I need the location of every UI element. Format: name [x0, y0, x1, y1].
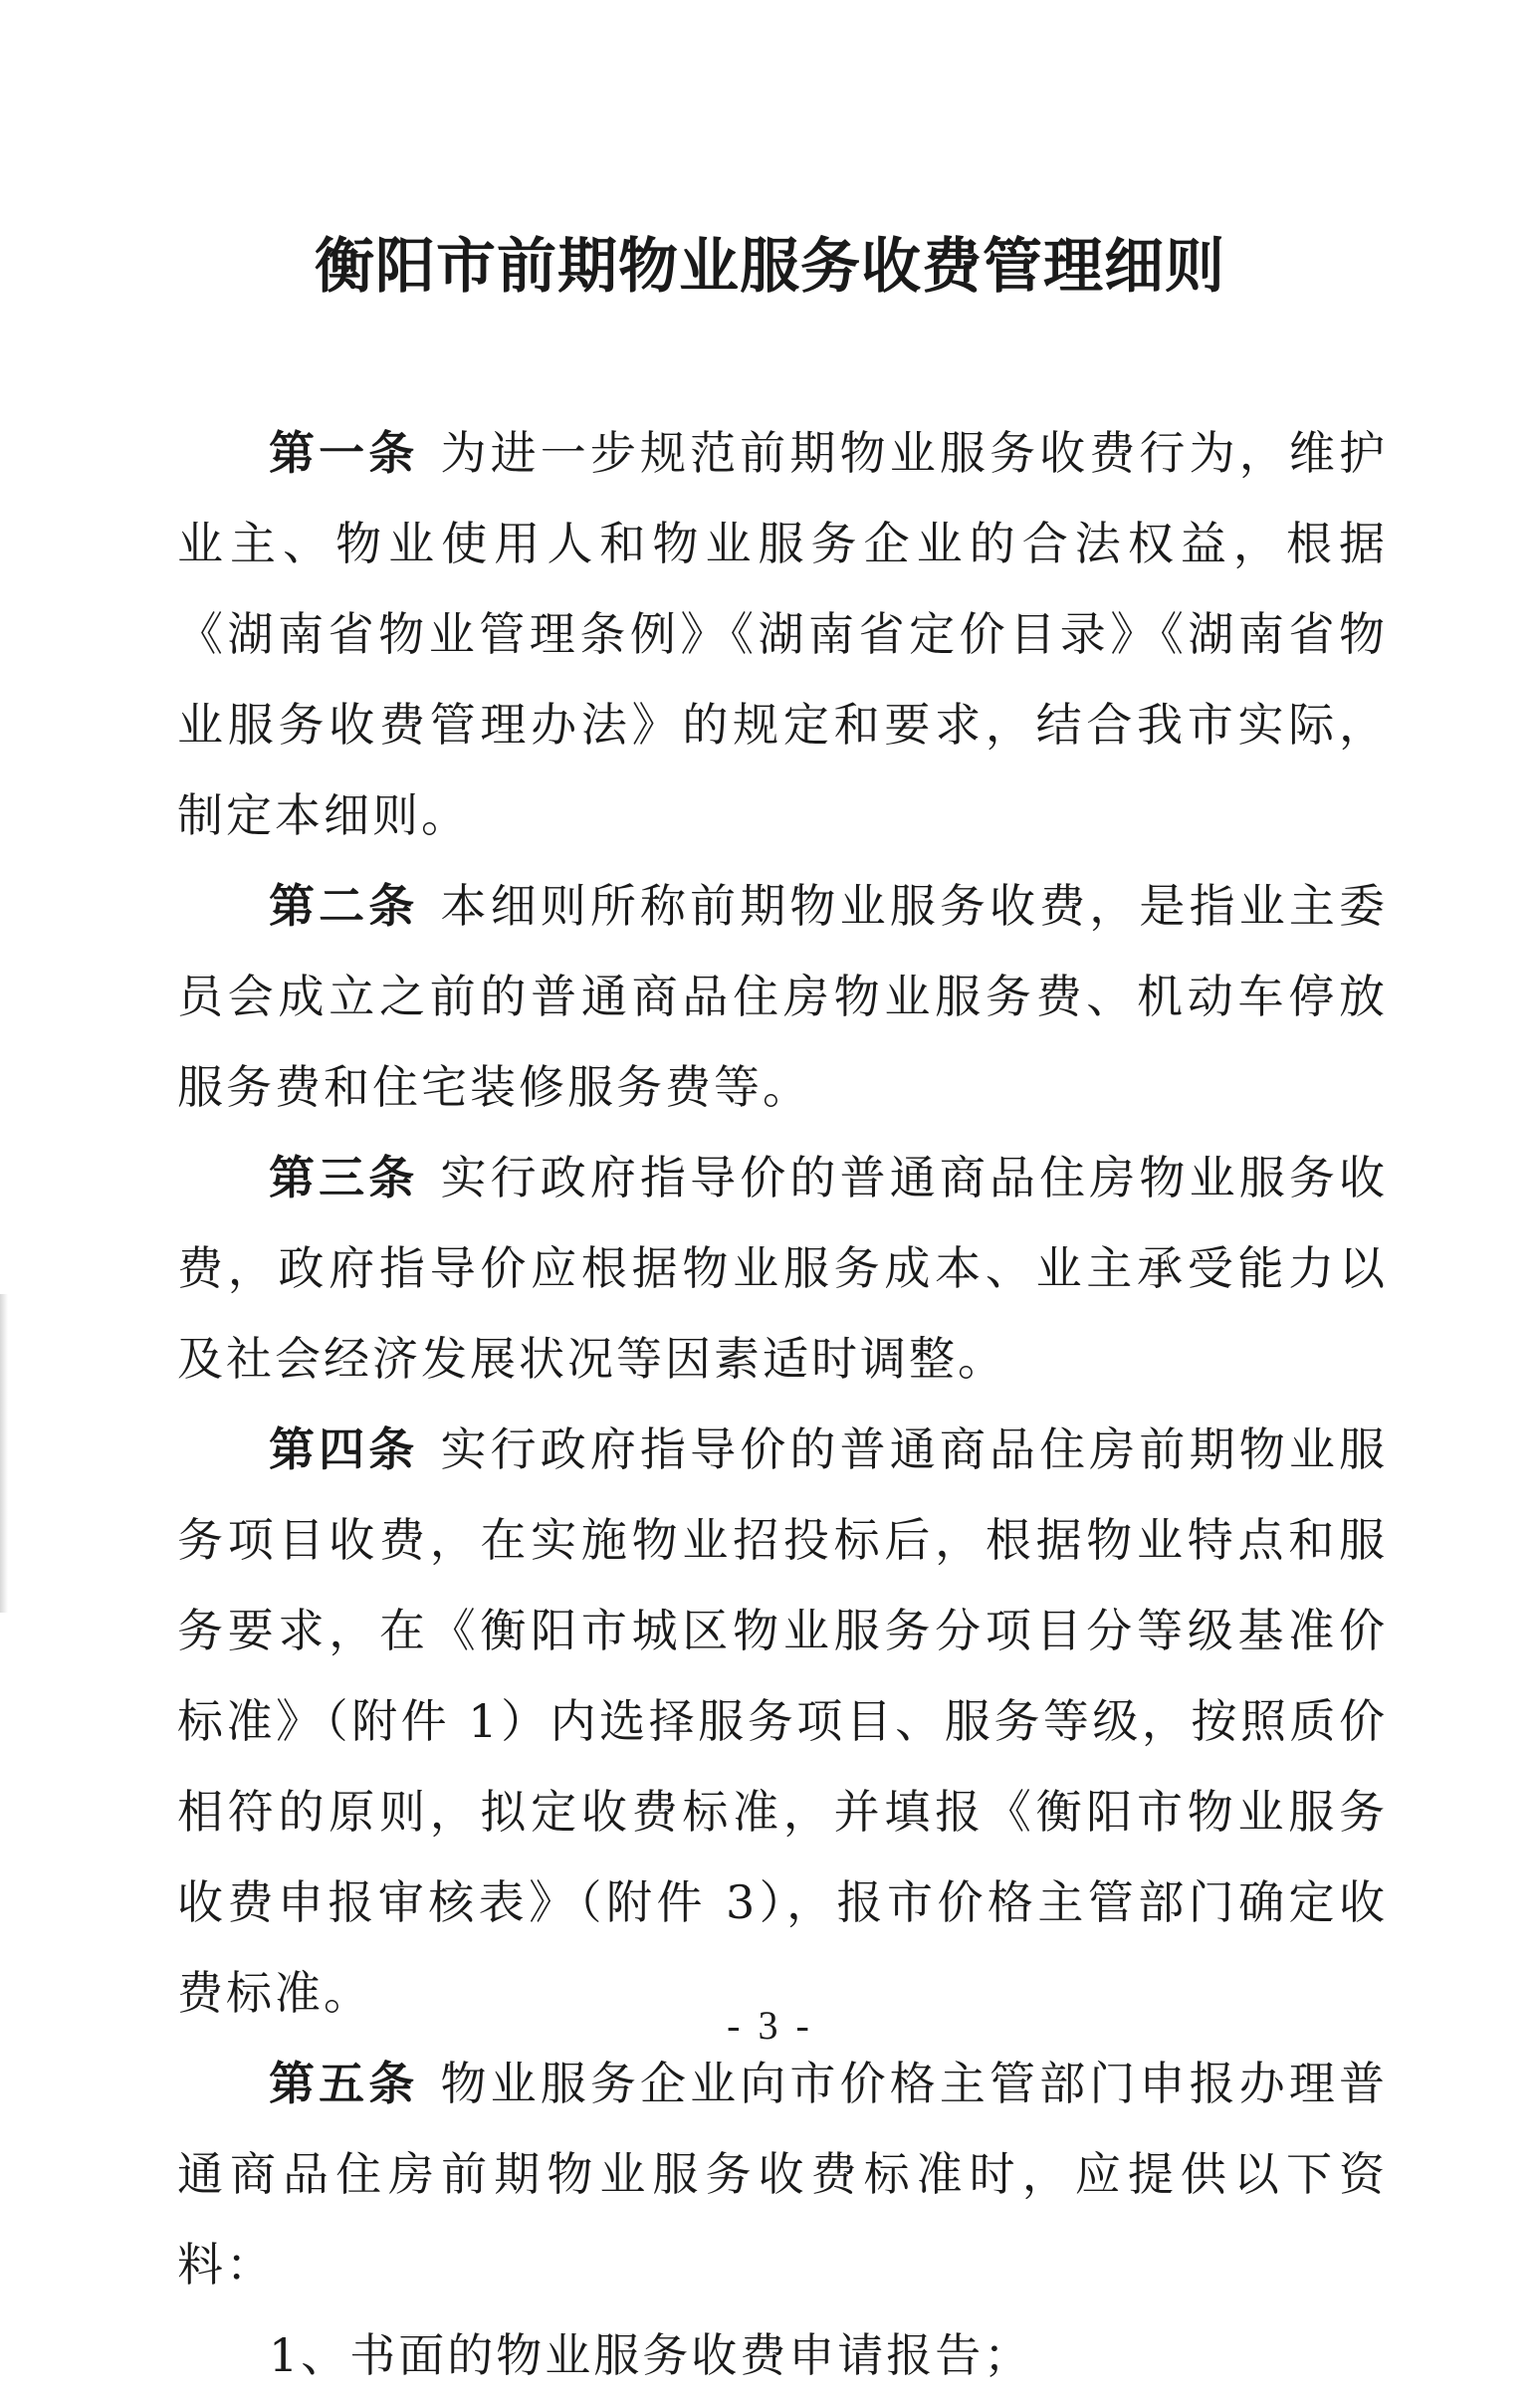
- article-4: [177, 1405, 1388, 2039]
- article-1: [177, 408, 1388, 861]
- article-5: [177, 2039, 1388, 2310]
- document-body: [177, 408, 1388, 2401]
- article-5-label: 第五条: [269, 2057, 419, 2110]
- article-2-label: 第二条: [269, 879, 419, 933]
- article-3-text: 实行政府指导价的普通商品住房物业服务收费，政府指导价应根据物业服务成本、业主承受能力以及社会经济发展状况等因素适时调整。: [177, 1151, 1389, 1386]
- article-2-text: 本细则所称前期物业服务收费，是指业主委员会成立之前的普通商品住房物业服务费、机动车停放服务费和住宅装修服务费等。: [177, 879, 1389, 1114]
- list-item: 1、书面的物业服务收费申请报告；: [269, 2328, 1033, 2382]
- page-number: - 3 -: [727, 2003, 813, 2048]
- article-3-label: 第三条: [269, 1151, 419, 1204]
- article-2: [177, 861, 1388, 1133]
- page-title: 衡阳市前期物业服务收费管理细则: [315, 232, 1225, 302]
- article-3: [177, 1133, 1388, 1405]
- scan-edge-shadow: [0, 1294, 8, 1613]
- article-5-text: 物业服务企业向市价格主管部门申报办理普通商品住房前期物业服务收费标准时，应提供以下资料：: [177, 2057, 1389, 2292]
- article-1-label: 第一条: [269, 426, 419, 480]
- article-1-text: 为进一步规范前期物业服务收费行为，维护业主、物业使用人和物业服务企业的合法权益，根据《湖南省物业管理条例》《湖南省定价目录》《湖南省物业服务收费管理办法》的规定和要求，结合我市实际，制定本细则。: [177, 426, 1389, 842]
- article-4-text: 实行政府指导价的普通商品住房前期物业服务项目收费，在实施物业招投标后，根据物业特点和服务要求，在《衡阳市城区物业服务分项目分等级基准价标准》（附件 1）内选择服务项目、服务等级，按照质价相符的原则，拟定收费标准，并填报《衡阳市物业服务收费申报审核表》（附件 3），报市价格主管部门确定收费标准。: [177, 1422, 1389, 2020]
- article-4-label: 第四条: [269, 1422, 419, 1476]
